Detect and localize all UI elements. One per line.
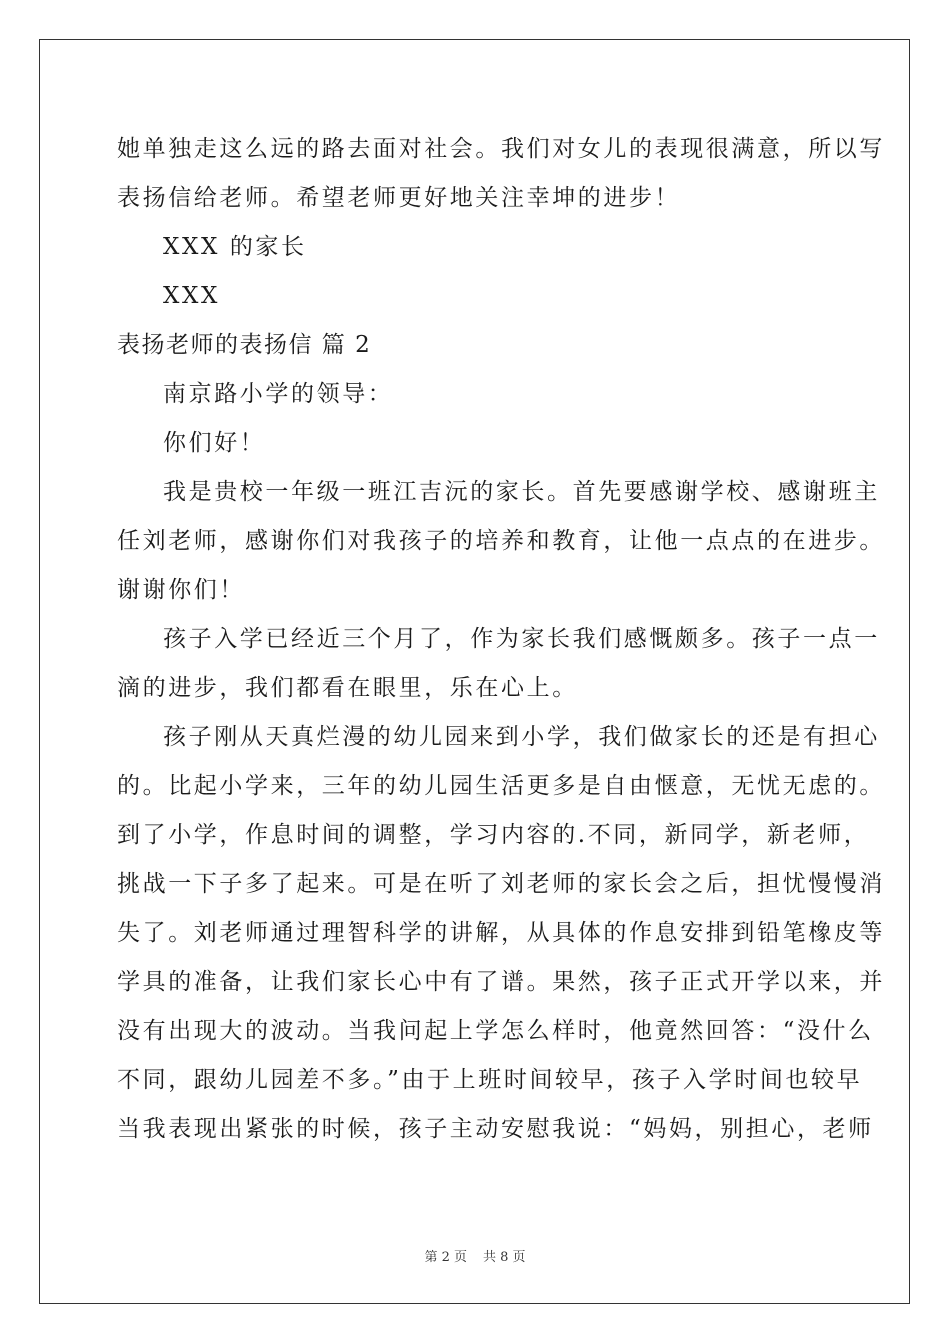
section-heading: 表扬老师的表扬信 篇 2 [117,332,372,358]
page-number-total: 共 8 页 [483,1250,526,1265]
paragraph-line: 表扬信给老师。希望老师更好地关注幸坤的进步！ [117,185,681,211]
signature-name: XXX [163,283,220,309]
paragraph-line: 挑战一下子多了起来。可是在听了刘老师的家长会之后，担忧慢慢消 [117,871,885,897]
paragraph-line: 没有出现大的波动。当我问起上学怎么样时，他竟然回答：“没什么 [117,1018,874,1044]
page-footer [0,1246,950,1265]
paragraph-line: 失了。刘老师通过理智科学的讲解，从具体的作息安排到铅笔橡皮等 [117,920,885,946]
signature-parent: XXX 的家长 [163,234,307,260]
paragraph-line: 学具的准备，让我们家长心中有了谱。果然，孩子正式开学以来，并 [117,969,885,995]
paragraph-line: 当我表现出紧张的时候，孩子主动安慰我说：“妈妈，别担心，老师 [117,1116,874,1142]
paragraph-line: 孩子入学已经近三个月了，作为家长我们感慨颇多。孩子一点一 [163,626,880,652]
greeting: 你们好！ [163,430,266,456]
paragraph-line: 她单独走这么远的路去面对社会。我们对女儿的表现很满意，所以写 [117,136,885,162]
document-body [117,125,885,1154]
paragraph-line: 谢谢你们！ [117,577,245,603]
paragraph-line: 滴的进步，我们都看在眼里，乐在心上。 [117,675,578,701]
paragraph-line: 不同，跟幼儿园差不多。”由于上班时间较早，孩子入学时间也较早 [117,1067,863,1093]
page-number-current: 第 2 页 [424,1250,467,1265]
paragraph-line: 的。比起小学来，三年的幼儿园生活更多是自由惬意，无忧无虑的。 [117,773,885,799]
paragraph-line: 到了小学，作息时间的调整，学习内容的.不同，新同学，新老师， [117,822,870,848]
salutation: 南京路小学的领导： [163,381,394,407]
paragraph-line: 孩子刚从天真烂漫的幼儿园来到小学，我们做家长的还是有担心 [163,724,880,750]
paragraph-line: 我是贵校一年级一班江吉沅的家长。首先要感谢学校、感谢班主 [163,479,880,505]
paragraph-line: 任刘老师，感谢你们对我孩子的培养和教育，让他一点点的在进步。 [117,528,885,554]
